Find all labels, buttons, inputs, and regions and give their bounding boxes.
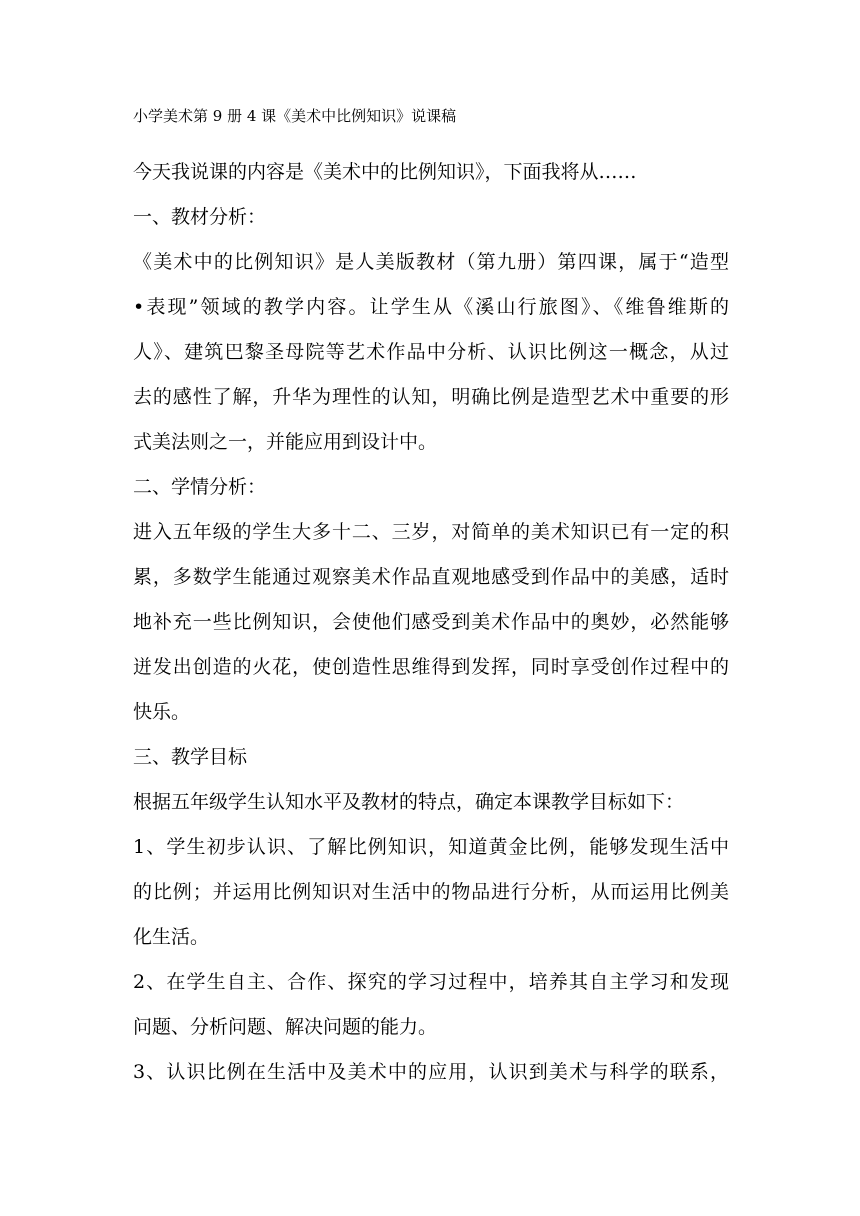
document-body [133, 150, 733, 1095]
paragraph-line: 式美法则之一，并能应用到设计中。 [133, 431, 438, 453]
teaching-goals-intro [133, 780, 733, 825]
student-analysis-paragraph [133, 510, 733, 735]
paragraph-line: 迸发出创造的火花，使创造性思维得到发挥，同时享受创作过程中的 [133, 656, 729, 678]
section-heading-student-analysis [133, 465, 733, 510]
paragraph-line: 累，多数学生能通过观察美术作品直观地感受到作品中的美感，适时 [133, 566, 729, 588]
paragraph-line: •表现”领域的教学内容。让学生从《溪山行旅图》、《维鲁维斯的 [133, 296, 729, 318]
paragraph-line: 根据五年级学生认知水平及教材的特点，确定本课教学目标如下： [133, 791, 685, 813]
paragraph-line: 的比例；并运用比例知识对生活中的物品进行分析，从而运用比例美 [133, 881, 729, 903]
paragraph-line: 3、认识比例在生活中及美术中的应用，认识到美术与科学的联系， [133, 1061, 729, 1083]
goal-item-3 [133, 1050, 733, 1095]
paragraph-line: 《美术中的比例知识》是人美版教材（第九册）第四课，属于“造型 [133, 251, 729, 273]
section-heading-teaching-goals [133, 735, 733, 780]
document-title: 小学美术第 9 册 4 课《美术中比例知识》说课稿 [133, 107, 457, 125]
paragraph-line: 1、学生初步认识、了解比例知识，知道黄金比例，能够发现生活中 [133, 836, 729, 858]
section-heading: 三、教学目标 [133, 746, 248, 768]
paragraph-line: 快乐。 [133, 701, 191, 723]
paragraph-line: 人》、建筑巴黎圣母院等艺术作品中分析、认识比例这一概念，从过 [133, 341, 729, 363]
paragraph-line: 去的感性了解，升华为理性的认知，明确比例是造型艺术中重要的形 [133, 386, 729, 408]
goal-item-2 [133, 960, 733, 1050]
paragraph-line: 2、在学生自主、合作、探究的学习过程中，培养其自主学习和发现 [133, 971, 729, 993]
section-heading: 二、学情分析： [133, 476, 267, 498]
paragraph-line: 进入五年级的学生大多十二、三岁，对简单的美术知识已有一定的积 [133, 521, 729, 543]
section-heading-textbook-analysis [133, 195, 733, 240]
goal-item-1 [133, 825, 733, 960]
paragraph-line: 问题、分析问题、解决问题的能力。 [133, 1016, 438, 1038]
textbook-analysis-paragraph [133, 240, 733, 465]
intro-line: 今天我说课的内容是《美术中的比例知识》，下面我将从…… [133, 161, 637, 183]
paragraph-line: 地补充一些比例知识，会使他们感受到美术作品中的奥妙，必然能够 [133, 611, 729, 633]
intro-paragraph [133, 150, 733, 195]
section-heading: 一、教材分析： [133, 206, 267, 228]
paragraph-line: 化生活。 [133, 926, 210, 948]
